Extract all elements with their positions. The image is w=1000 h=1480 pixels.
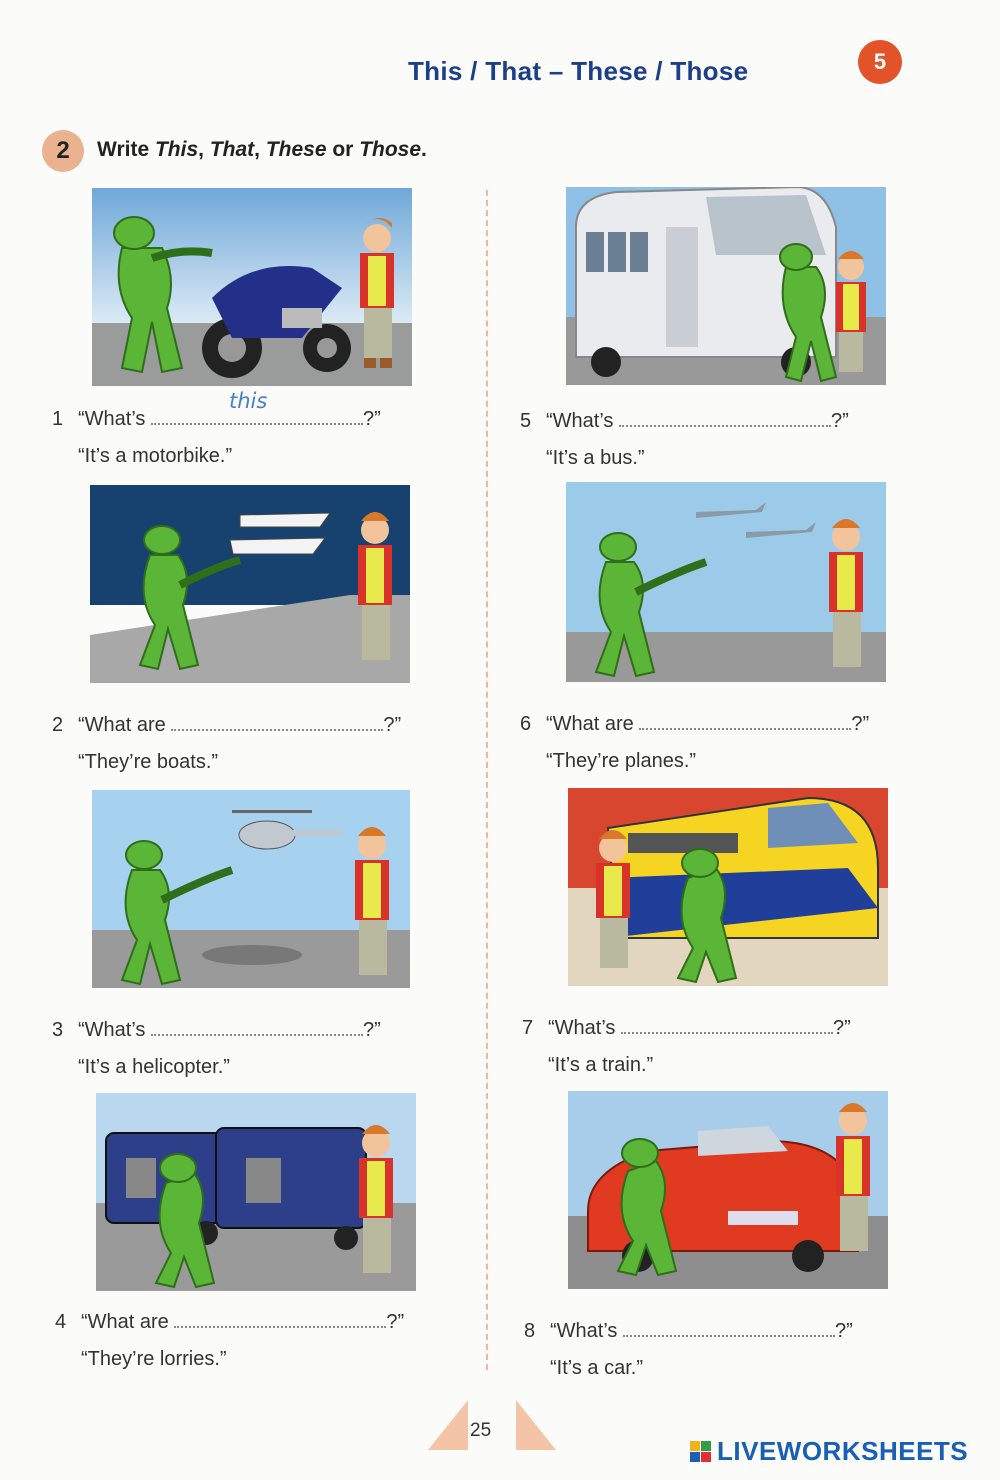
liveworksheets-watermark: LIVEWORKSHEETS xyxy=(690,1436,968,1467)
page-title: This / That – These / Those xyxy=(408,56,749,86)
answer-blank-2[interactable] xyxy=(171,715,383,731)
train-picture xyxy=(568,788,888,986)
item-reply: “It’s a motorbike.” xyxy=(78,445,233,467)
planes-picture xyxy=(566,482,886,682)
answer-blank-8[interactable] xyxy=(623,1321,835,1337)
helicopter-picture xyxy=(92,790,410,988)
boy-icon xyxy=(836,251,866,372)
page-corner-right-decoration xyxy=(516,1400,556,1450)
exercise-item-1: 1 “What’s this ?” “It’s a motorbike.” xyxy=(52,389,381,467)
answer-blank-6[interactable] xyxy=(639,714,851,730)
boy-icon xyxy=(358,512,392,660)
item-number: 5 xyxy=(520,410,532,432)
boats-scene xyxy=(90,485,410,683)
page-corner-left-decoration xyxy=(428,1400,468,1450)
boy-icon xyxy=(360,218,394,368)
item-question: “What’s xyxy=(546,410,614,432)
bus-picture xyxy=(566,187,886,385)
boy-icon xyxy=(355,827,389,975)
motorbike-scene xyxy=(92,188,412,386)
helicopter-scene xyxy=(92,790,410,988)
answer-blank-7[interactable] xyxy=(621,1018,833,1034)
page-number: 25 xyxy=(470,1420,492,1441)
exercise-item-2: 2 “What are ?” “They’re boats.” xyxy=(52,714,402,773)
planes-scene xyxy=(566,482,886,682)
boy-icon xyxy=(829,519,863,667)
item-number: 1 xyxy=(52,408,64,430)
lorries-picture xyxy=(96,1093,416,1291)
answer-blank-5[interactable] xyxy=(619,411,831,427)
liveworksheets-logo-icon xyxy=(690,1441,711,1462)
answer-blank-4[interactable] xyxy=(174,1312,386,1328)
boats-picture xyxy=(90,485,410,683)
lorries-scene xyxy=(96,1093,416,1291)
exercise-instruction: Write This, That, These or Those. xyxy=(97,138,427,161)
column-divider xyxy=(486,190,488,1370)
unit-badge: 5 xyxy=(858,40,902,84)
car-picture xyxy=(568,1091,888,1289)
answer-blank-3[interactable] xyxy=(151,1020,363,1036)
bus-scene xyxy=(566,187,886,385)
answer-blank-1[interactable] xyxy=(151,389,363,425)
boy-icon xyxy=(836,1103,870,1251)
item-question: “What’s xyxy=(78,408,146,430)
train-scene xyxy=(568,788,888,986)
exercise-item-5: 5 “What’s ?” “It’s a bus.” xyxy=(520,410,849,469)
boy-icon xyxy=(596,830,630,968)
exercise-item-3: 3 “What’s ?” “It’s a helicopter.” xyxy=(52,1019,381,1078)
exercise-item-8: 8 “What’s ?” “It’s a car.” xyxy=(524,1320,853,1379)
exercise-item-6: 6 “What are ?” “They’re planes.” xyxy=(520,713,870,772)
item-reply: “It’s a bus.” xyxy=(546,447,645,469)
answer-text: this xyxy=(228,389,268,413)
exercise-number-badge: 2 xyxy=(42,130,84,172)
exercise-item-7: 7 “What’s ?” “It’s a train.” xyxy=(522,1017,851,1076)
boy-icon xyxy=(359,1125,393,1273)
exercise-item-4: 4 “What are ?” “They’re lorries.” xyxy=(55,1311,405,1370)
car-scene xyxy=(568,1091,888,1289)
motorbike-picture xyxy=(92,188,412,386)
